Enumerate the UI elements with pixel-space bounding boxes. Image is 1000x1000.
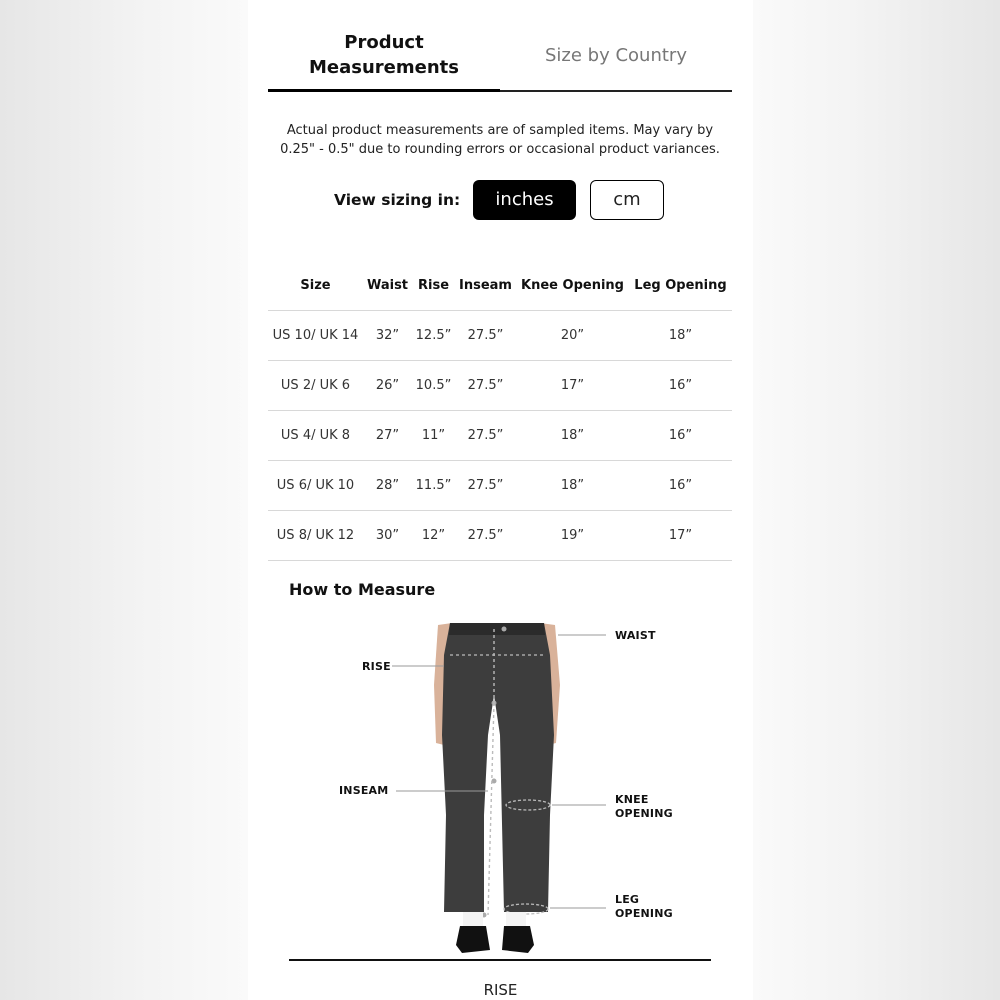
cell-waist: 28” [363, 461, 412, 511]
cell-knee-opening: 19” [516, 511, 629, 561]
leg-opening-label-line2: OPENING [615, 907, 673, 920]
cell-waist: 26” [363, 361, 412, 411]
cell-inseam: 27.5” [455, 311, 516, 361]
rise-label: RISE [362, 660, 391, 673]
column-header-rise: Rise [417, 277, 450, 293]
how-to-measure-title: How to Measure [289, 580, 436, 599]
inseam-line [488, 703, 494, 915]
background-left [0, 0, 250, 1000]
column-header-knee-opening: Knee Opening [521, 277, 624, 293]
button [502, 627, 507, 632]
cell-leg-opening: 16” [629, 411, 732, 461]
section-divider [289, 959, 711, 961]
cell-size: US 2/ UK 6 [268, 361, 363, 411]
leg-opening-label [615, 893, 673, 921]
right-shoe [502, 926, 534, 953]
cell-inseam: 27.5” [455, 411, 516, 461]
cell-size: US 4/ UK 8 [268, 411, 363, 461]
cell-rise: 12” [412, 511, 455, 561]
left-shoe [456, 926, 490, 953]
cell-leg-opening: 16” [629, 461, 732, 511]
cell-rise: 11” [412, 411, 455, 461]
cell-waist: 27” [363, 411, 412, 461]
waistband [449, 623, 545, 635]
measurement-disclaimer: Actual product measurements are of sampled items. May vary by 0.25" - 0.5" due to rounding errors or occasional product variances. [280, 123, 720, 157]
size-table [268, 260, 732, 561]
jeans [442, 623, 554, 912]
table-row [268, 361, 732, 411]
cell-size: US 10/ UK 14 [268, 311, 363, 361]
knee-opening-label-line2: OPENING [615, 807, 673, 820]
cell-inseam: 27.5” [455, 361, 516, 411]
left-sock [463, 912, 483, 926]
table-header-row [268, 260, 732, 311]
cell-rise: 10.5” [412, 361, 455, 411]
cell-knee-opening: 18” [516, 461, 629, 511]
cell-knee-opening: 18” [516, 411, 629, 461]
inseam-label: INSEAM [339, 784, 389, 797]
rise-section-heading[interactable]: RISE [483, 981, 518, 999]
table-row [268, 411, 732, 461]
cell-knee-opening: 17” [516, 361, 629, 411]
unit-toggle-label: View sizing in: [334, 191, 461, 209]
column-header-inseam: Inseam [459, 277, 512, 293]
cell-inseam: 27.5” [455, 461, 516, 511]
cell-rise: 12.5” [412, 311, 455, 361]
cell-waist: 30” [363, 511, 412, 561]
inches-button[interactable]: inches [473, 180, 576, 220]
measurement-diagram [248, 615, 753, 960]
cell-knee-opening: 20” [516, 311, 629, 361]
column-header-waist: Waist [366, 277, 409, 293]
cell-size: US 6/ UK 10 [268, 461, 363, 511]
unit-toggle [248, 178, 753, 224]
column-header-leg-opening: Leg Opening [634, 277, 727, 293]
leg-opening-label-line1: LEG [615, 893, 640, 906]
tab-active-indicator [268, 89, 500, 92]
table-row [268, 511, 732, 561]
cell-waist: 32” [363, 311, 412, 361]
cell-inseam: 27.5” [455, 511, 516, 561]
column-header-size: Size [300, 277, 331, 293]
tab-size-by-country-label: Size by Country [545, 45, 687, 66]
cell-rise: 11.5” [412, 461, 455, 511]
cell-leg-opening: 17” [629, 511, 732, 561]
jeans-illustration [248, 615, 753, 960]
table-row [268, 461, 732, 511]
tab-product-measurements[interactable] [268, 30, 500, 80]
table-row [268, 311, 732, 361]
cell-size: US 8/ UK 12 [268, 511, 363, 561]
size-guide-panel [248, 0, 753, 1000]
tab-product-measurements-label: Product Measurements [309, 32, 459, 78]
knee-opening-label [615, 793, 673, 821]
cm-button[interactable]: cm [590, 180, 664, 220]
tab-size-by-country[interactable] [500, 43, 732, 68]
background-right [750, 0, 1000, 1000]
knee-opening-label-line1: KNEE [615, 793, 649, 806]
cell-leg-opening: 16” [629, 361, 732, 411]
cell-leg-opening: 18” [629, 311, 732, 361]
right-sock [506, 912, 526, 926]
waist-label: WAIST [615, 629, 656, 642]
